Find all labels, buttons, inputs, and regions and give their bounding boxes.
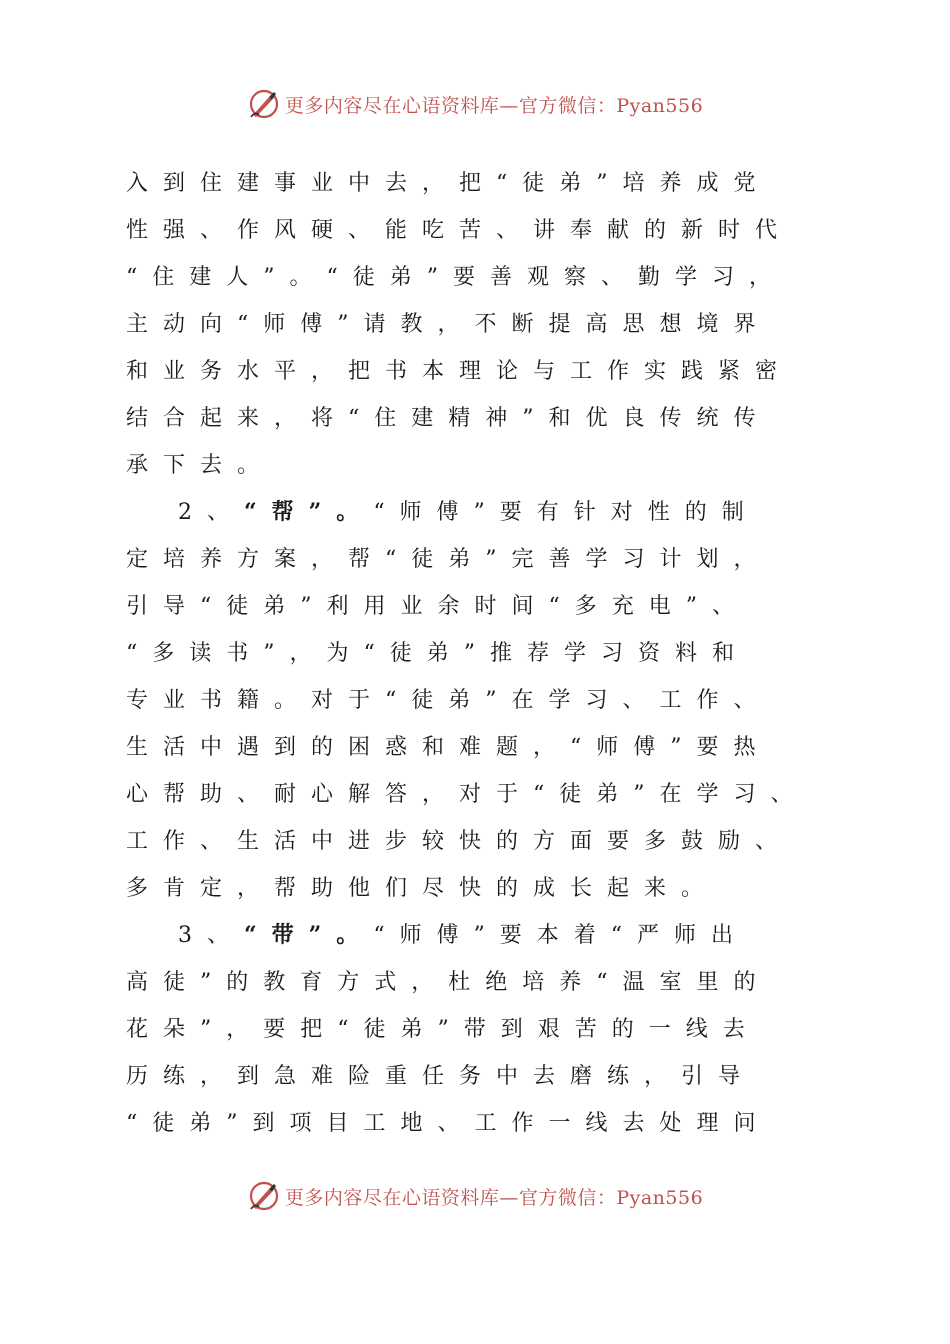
text-line: 性强、作风硬、能吃苦、讲奉献的新时代 (126, 218, 793, 243)
text-line: 多肯定，帮助他们尽快的成长起来。 (126, 876, 719, 901)
paragraph-2-heading: “帮”。 (244, 499, 374, 525)
text-line: “住建人”。“徒弟”要善观察、勤学习， (126, 265, 786, 290)
text-line: 承下去。 (126, 453, 275, 478)
text-line: “徒弟”到项目工地、工作一线去处理问 (126, 1111, 771, 1136)
text-line: 生活中遇到的困惑和难题，“师傅”要热 (126, 735, 771, 760)
text-line: 花朵”，要把“徒弟”带到艰苦的一线去 (126, 1017, 760, 1042)
footer-banner-text: 更多内容尽在心语资料库—官方微信：Pyan556 (284, 1186, 704, 1209)
footer-banner (0, 1176, 950, 1216)
paragraph-3-first-line (126, 912, 840, 959)
pen-logo-icon (247, 1179, 281, 1213)
text-line: 结合起来，将“住建精神”和优良传统传 (126, 406, 771, 431)
text-line: 工作、生活中进步较快的方面要多鼓励、 (126, 829, 793, 854)
text-line: 定培养方案，帮“徒弟”完善学习计划， (126, 547, 771, 572)
pen-logo-icon (247, 87, 281, 121)
header-banner-text: 更多内容尽在心语资料库—官方微信：Pyan556 (284, 94, 704, 117)
text-line: 入到住建事业中去，把“徒弟”培养成党 (126, 171, 771, 196)
document-body (126, 160, 840, 1147)
text-line: 历练，到急难险重任务中去磨练，引导 (126, 1064, 756, 1089)
text-line: “多读书”，为“徒弟”推荐学习资料和 (126, 641, 749, 666)
paragraph-2-first-line (126, 489, 840, 536)
text-line: 高徒”的教育方式，杜绝培养“温室里的 (126, 970, 771, 995)
text-line: 专业书籍。对于“徒弟”在学习、工作、 (126, 688, 771, 713)
text-line: 主动向“师傅”请教，不断提高思想境界 (126, 312, 771, 337)
paragraph-2-number: 2、 (178, 500, 244, 525)
paragraph-3-number: 3、 (178, 923, 244, 948)
text-line: 和业务水平，把书本理论与工作实践紧密 (126, 359, 793, 384)
paragraph-3-first-text: “师傅”要本着“严师出 (373, 923, 749, 948)
paragraph-2-first-text: “师傅”要有针对性的制 (373, 500, 759, 525)
header-banner (0, 84, 950, 124)
text-line: 心帮助、耐心解答，对于“徒弟”在学习、 (126, 782, 808, 807)
paragraph-3-heading: “带”。 (244, 922, 374, 948)
text-line: 引导“徒弟”利用业余时间“多充电”、 (126, 594, 749, 619)
